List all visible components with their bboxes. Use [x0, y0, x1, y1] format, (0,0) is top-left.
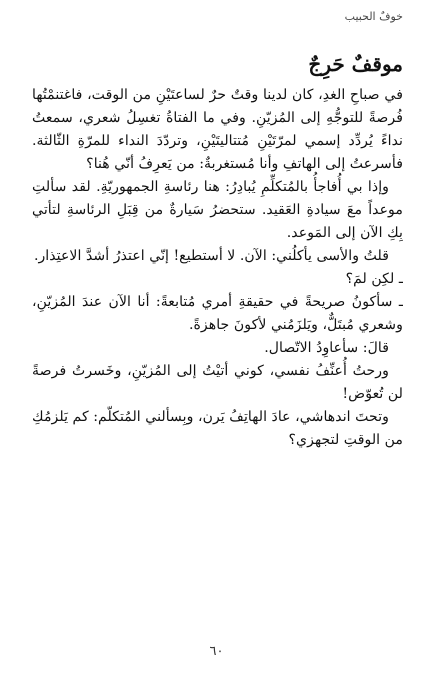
paragraph: وإذا بي أُفاجأُ بالمُتكلِّمِ يُبادِرُ: هنا رئاسةِ الجمهوريّةِ. لقد سألتِ موعداً معَ سيادةِ العَقيد. ستحضرُ سَيارةٌ من قِبَلِ الرئاسةِ لتأتي بِكِ الآن إلى المَوعد. [32, 179, 403, 241]
paragraph: قلتُ والأسى يأكلُني: الآن. لا أستطيع! إنّي اعتذرُ أشدَّ الاعتِذار. [33, 248, 389, 264]
running-header: خوفٌ الحبيب [344, 10, 403, 23]
page-number: ٦٠ [209, 644, 224, 659]
body-text [32, 84, 403, 452]
paragraph: وتحتَ اندهاشي، عادَ الهاتِفُ يَرن، وبِسألني المُتكلّم: كم يَلزمُكِ من الوقتِ لتجهزي؟ [32, 409, 403, 448]
paragraph: ـ سأكونُ صريحةً في حقيقةِ أمري مُتابعةً: أنا الآن عندَ المُزيّنِ، وشعري مُبتَلٌّ، ويَلزَمُني لأكونَ جاهزةً. [32, 294, 403, 333]
paragraph: ورحتُ أُعنِّفُ نفسي، كوني أتيْتُ إلى المُزيّنِ، وخَسرتُ فرصةً لن تُعوّض! [32, 363, 403, 402]
paragraph: في صباحِ الغدِ، كان لدينا وقتٌ حرٌ لساعتَيْنِ من الوقت، فاغتنمْتُها فُرصةً للتوجُّهِ إلى المُزيّنِ. وفي ما الفتاةُ تغسِلُ شعري، سمعتُ نداءً يُردِّد إسمي لمرّتَيْنِ مُتتاليتَيْنِ، وتردّدَ النداء للمرّةِ الثّالثة. فأسرعتُ إلى الهاتفِ وأنا مُستغربةٌ: من يَعرِفُ أنّي هُنا؟ [32, 87, 403, 172]
paragraph: قالَ: سأعاوِدُ الاتّصال. [264, 340, 389, 356]
page-content [32, 50, 403, 619]
paragraph: ـ لكِن لمَ؟ [345, 271, 403, 287]
chapter-title: موقفٌ حَرِجٌ [308, 52, 403, 76]
